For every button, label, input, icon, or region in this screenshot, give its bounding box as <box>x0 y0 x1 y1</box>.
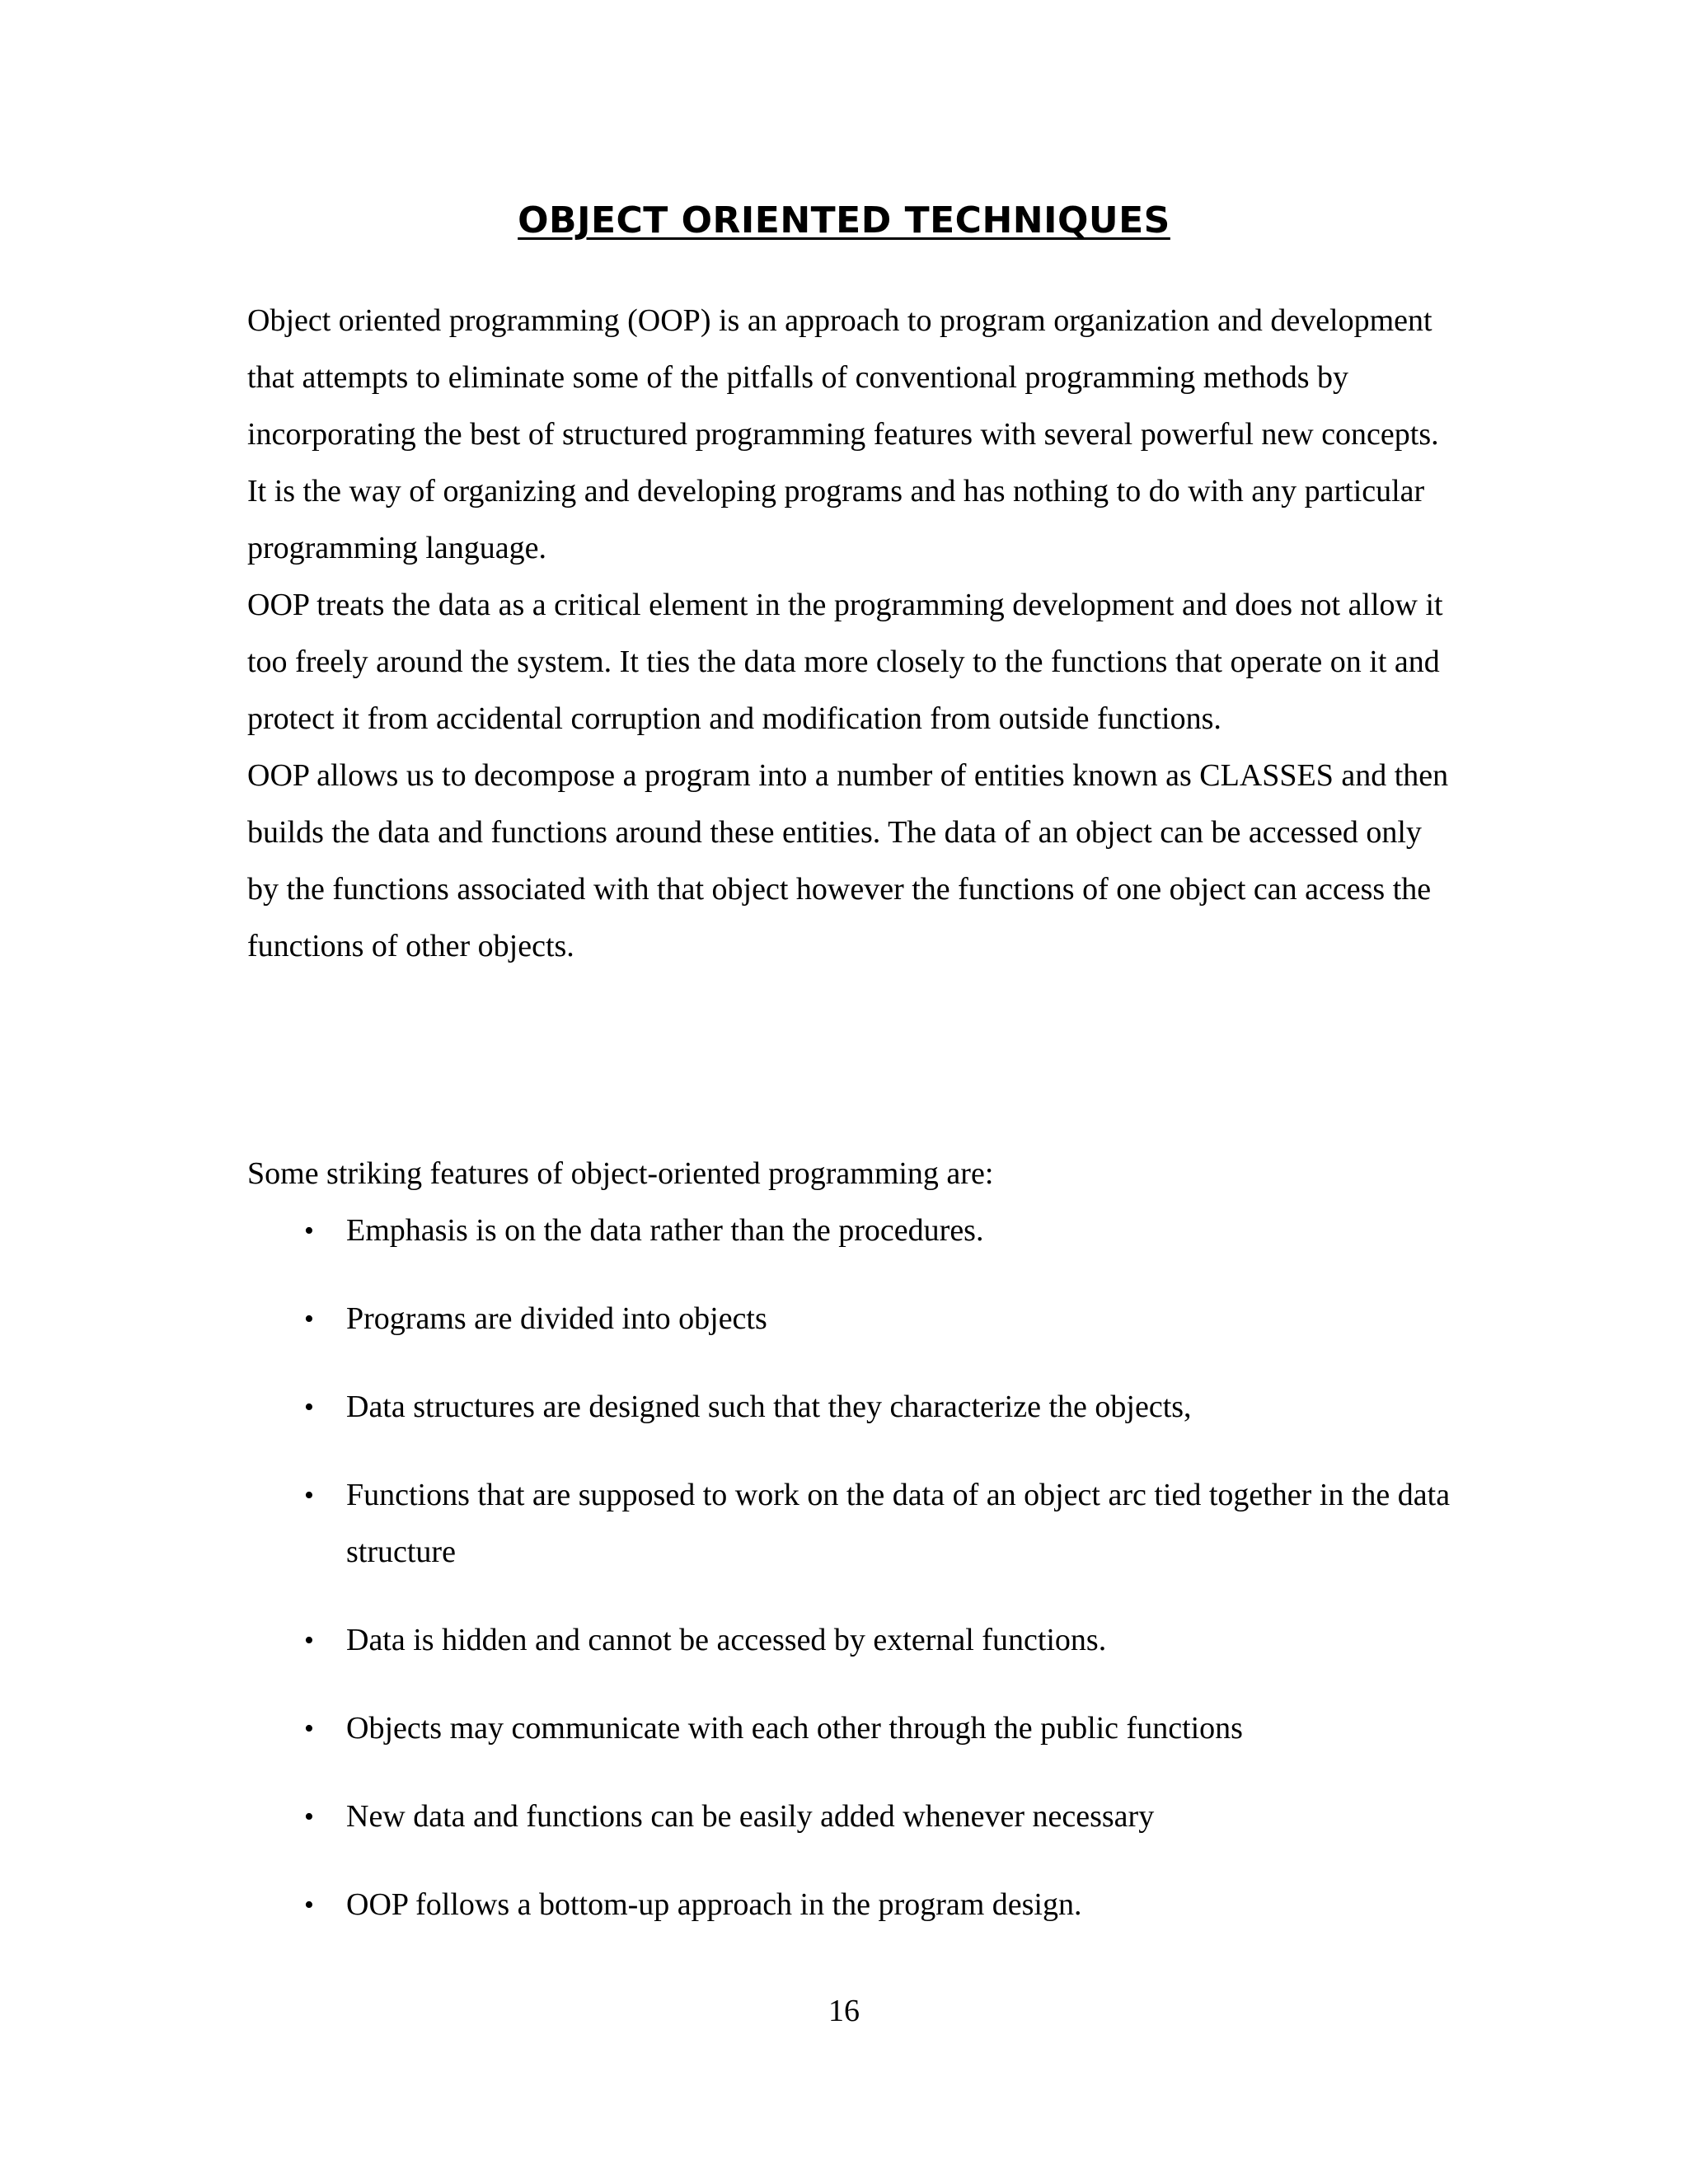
paragraph: OOP treats the data as a critical element in the programming development and does not allow it too freely around the system. It ties the data more closely to the functions that operate on it and protect it from accidental corruption and modification from outside functions. <box>247 588 1443 736</box>
paragraph: OOP allows us to decompose a program into a number of entities known as CLASSES and then builds the data and functions around these entities. The data of an object can be accessed only by the functions associated with that object however the functions of one object can access the functions of other objects. <box>247 758 1449 963</box>
bullet-icon: • <box>304 1480 314 1511</box>
list-item-text: OOP follows a bottom-up approach in the program design. <box>346 1887 1082 1922</box>
page-title: OBJECT ORIENTED TECHNIQUES <box>518 199 1170 241</box>
bullet-icon: • <box>304 1392 314 1422</box>
list-item-text: Data is hidden and cannot be accessed by external functions. <box>346 1623 1107 1657</box>
bullet-icon: • <box>304 1625 314 1656</box>
list-item-text: Emphasis is on the data rather than the procedures. <box>346 1213 984 1248</box>
list-item-text: Programs are divided into objects <box>346 1301 767 1336</box>
feature-list <box>247 1202 1451 1965</box>
list-item <box>247 1202 1451 1259</box>
list-item <box>247 1877 1451 1933</box>
list-item-text: Objects may communicate with each other through the public functions <box>346 1711 1243 1746</box>
bullet-icon: • <box>304 1304 314 1334</box>
list-item <box>247 1291 1451 1347</box>
list-item-text: Functions that are supposed to work on the data of an object arc tied together in the data structure <box>346 1478 1451 1569</box>
features-intro-text: Some striking features of object-oriented programming are: <box>247 1156 994 1191</box>
list-item-text: New data and functions can be easily added whenever necessary <box>346 1799 1155 1834</box>
intro-section <box>247 293 1451 975</box>
bullet-icon: • <box>304 1890 314 1920</box>
bullet-icon: • <box>304 1216 314 1246</box>
bullet-icon: • <box>304 1713 314 1744</box>
list-item <box>247 1612 1451 1669</box>
page-number: 16 <box>828 1994 860 2028</box>
list-item <box>247 1467 1451 1581</box>
list-item <box>247 1700 1451 1757</box>
paragraph: Object oriented programming (OOP) is an approach to program organization and development that attempts to eliminate some of the pitfalls of conventional programming methods by incorporating the best of structured programming features with several powerful new concepts. <box>247 303 1439 452</box>
bullet-icon: • <box>304 1802 314 1832</box>
paragraph: It is the way of organizing and developing programs and has nothing to do with any particular programming language. <box>247 474 1425 565</box>
list-item-text: Data structures are designed such that they characterize the objects, <box>346 1390 1192 1424</box>
list-item <box>247 1788 1451 1845</box>
features-intro-section <box>247 1146 1451 1202</box>
list-item <box>247 1379 1451 1436</box>
